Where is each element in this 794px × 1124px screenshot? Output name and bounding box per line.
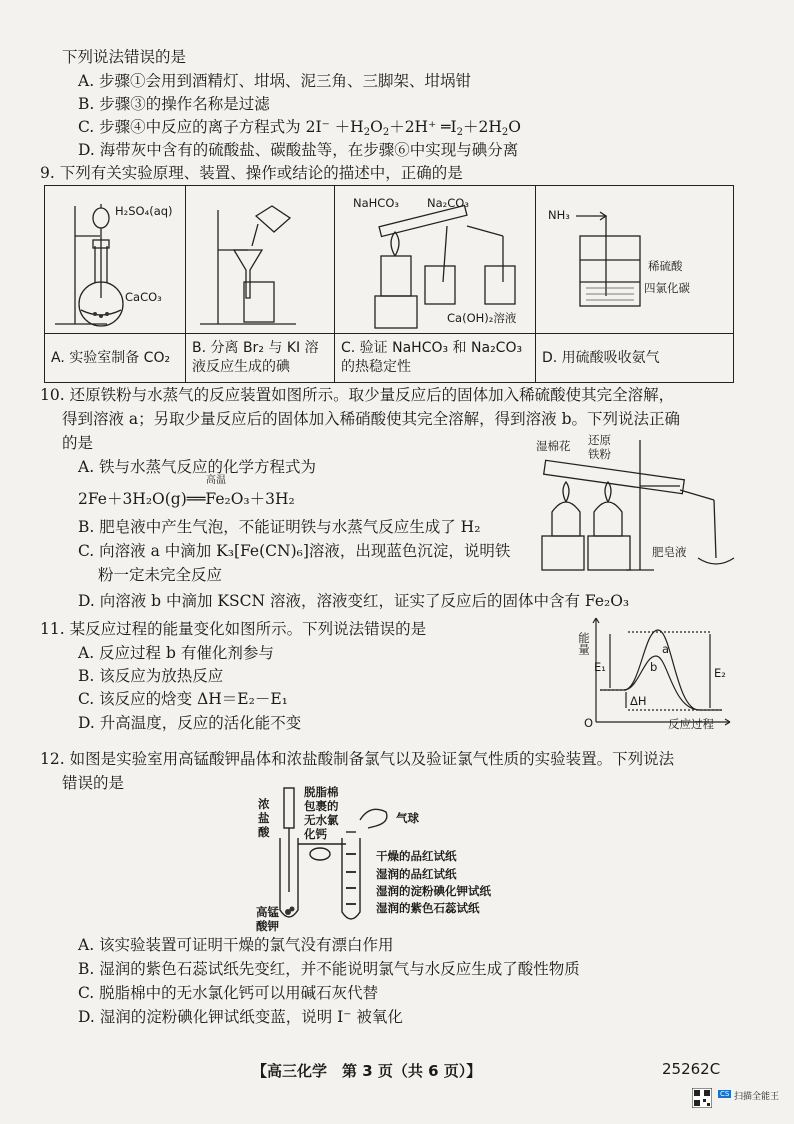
label-h2so4: H₂SO₄(aq) [115, 204, 173, 218]
q12-option-a: A. 该实验装置可证明干燥的氯气没有漂白作用 [78, 936, 394, 954]
q8-option-c: C. 步骤④中反应的离子方程式为 $2I^- +H_2O_2+2H^+$ $═I_2+2H_2O$ [78, 118, 522, 138]
q10-option-c-1: C. 向溶液 a 中滴加 K₃[Fe(CN)₆]溶液，出现蓝色沉淀，说明铁 [78, 542, 511, 560]
scanner-logo-icon: CS [720, 1090, 730, 1098]
q11-curve-b: b [650, 660, 658, 674]
label-na2co3: Na₂CO₃ [427, 196, 469, 210]
label-nh3: NH₃ [548, 208, 570, 222]
q11-ylabel: 能量 [577, 632, 591, 655]
q10-equation: 2Fe＋3H₂O(g)══Fe₂O₃＋3H₂ [78, 490, 295, 508]
q12-label-paper-4: 湿润的紫色石蕊试纸 [376, 901, 480, 915]
q12-label-paper-1: 干燥的品红试纸 [376, 849, 457, 863]
q11-option-b: B. 该反应为放热反应 [78, 667, 224, 685]
label-dilute-acid: 稀硫酸 [648, 259, 683, 273]
q11-xlabel: 反应过程 [668, 717, 714, 731]
q10-equation-condition: 高温 [206, 475, 226, 486]
q12-label-hcl-1: 浓 [258, 797, 270, 811]
q10-option-c-2: 粉一定未完全反应 [98, 566, 223, 584]
q10-stem-3: 的是 [62, 434, 94, 452]
q10-label-wet-cotton: 湿棉花 [536, 439, 571, 453]
q12-label-hcl-2: 盐 [258, 811, 270, 825]
label-caoh2: Ca(OH)₂溶液 [447, 311, 517, 325]
q9-figure-b [186, 186, 335, 334]
q10-option-a: A. 铁与水蒸气反应的化学方程式为 [78, 458, 317, 476]
q11-stem: 11. 某反应过程的能量变化如图所示。下列说法错误的是 [40, 620, 427, 638]
q12-label-balloon: 气球 [396, 811, 419, 825]
scanner-app-name: 扫描全能王 [734, 1092, 780, 1102]
q12-option-b: B. 湿润的紫色石蕊试纸先变红，并不能说明氯气与水反应生成了酸性物质 [78, 960, 580, 978]
q10-label-iron-1: 还原 [588, 433, 611, 447]
q12-option-c: C. 脱脂棉中的无水氯化钙可以用碱石灰代替 [78, 984, 379, 1002]
q11-origin: O [584, 716, 594, 730]
filtration-apparatus-drawing [186, 186, 334, 334]
q9-stem: 9. 下列有关实验原理、装置、操作或结论的描述中，正确的是 [40, 164, 463, 182]
q11-curve-a: a [662, 642, 670, 656]
q8-option-a: A. 步骤①会用到酒精灯、坩埚、泥三角、三脚架、坩埚钳 [78, 72, 472, 90]
label-nahco3: NaHCO₃ [353, 196, 399, 210]
q12-label-kmno4-1: 高锰 [256, 905, 279, 919]
q12-label-cotton-4: 化钙 [304, 827, 327, 841]
q9-caption-b: B. 分离 Br₂ 与 KI 溶液反应生成的碘 [186, 334, 335, 383]
q11-e2: E₂ [714, 666, 726, 680]
q12-stem-1: 12. 如图是实验室用高锰酸钾晶体和浓盐酸制备氯气以及验证氯气性质的实验装置。下列说法 [40, 750, 675, 768]
paper-code: 25262C [662, 1060, 721, 1078]
q12-label-hcl-3: 酸 [258, 825, 270, 839]
q10-option-d: D. 向溶液 b 中滴加 KSCN 溶液，溶液变红，证实了反应后的固体中含有 Fe₂O₃ [78, 592, 630, 610]
q10-label-iron-2: 铁粉 [588, 447, 611, 461]
q10-stem-2: 得到溶液 a；另取少量反应后的固体加入稀硝酸使其完全溶解，得到溶液 b。下列说法正确 [62, 410, 681, 428]
q9-figure-table [44, 185, 734, 383]
q10-option-b: B. 肥皂液中产生气泡，不能证明铁与水蒸气反应生成了 H₂ [78, 518, 481, 536]
label-caco3: CaCO₃ [125, 290, 162, 304]
q12-label-cotton-1: 脱脂棉 [304, 785, 339, 799]
q12-option-d: D. 湿润的淀粉碘化钾试纸变蓝，说明 I⁻ 被氧化 [78, 1008, 403, 1026]
page-footer: 【高三化学 第 3 页（共 6 页）】 [252, 1062, 482, 1080]
q12-label-paper-3: 湿润的淀粉碘化钾试纸 [376, 884, 491, 898]
q8-stem: 下列说法错误的是 [62, 48, 187, 66]
q9-figure-c [335, 186, 536, 334]
q8-option-d: D. 海带灰中含有的硫酸盐、碳酸盐等，在步骤⑥中实现与碘分离 [78, 141, 519, 159]
q9-caption-c: C. 验证 NaHCO₃ 和 Na₂CO₃ 的热稳定性 [335, 334, 536, 383]
scanner-watermark [692, 1086, 788, 1110]
q11-option-c: C. 该反应的焓变 ΔH＝E₂－E₁ [78, 690, 288, 708]
q12-label-paper-2: 湿润的品红试纸 [376, 867, 457, 881]
q9-caption-d: D. 用硫酸吸收氨气 [536, 334, 734, 383]
qr-code-icon [692, 1088, 712, 1108]
q9-caption-a: A. 实验室制备 CO₂ [45, 334, 186, 383]
q9-figure-d [536, 186, 734, 334]
q12-label-cotton-3: 无水氯 [304, 813, 339, 827]
q12-label-kmno4-2: 酸钾 [256, 919, 279, 933]
q11-option-d: D. 升高温度，反应的活化能不变 [78, 714, 302, 732]
q12-stem-2: 错误的是 [62, 774, 125, 792]
q8-option-b: B. 步骤③的操作名称是过滤 [78, 95, 270, 113]
q11-dh: ΔH [630, 694, 647, 708]
q12-label-cotton-2: 包裹的 [304, 799, 339, 813]
q11-option-a: A. 反应过程 b 有催化剂参与 [78, 644, 274, 662]
q10-label-soap: 肥皂液 [652, 545, 687, 559]
label-ccl4: 四氯化碳 [644, 281, 690, 295]
q10-stem-1: 10. 还原铁粉与水蒸气的反应装置如图所示。取少量反应后的固体加入稀硫酸使其完全溶解， [40, 386, 675, 404]
q11-e1: E₁ [594, 660, 606, 674]
q9-figure-a [45, 186, 186, 334]
